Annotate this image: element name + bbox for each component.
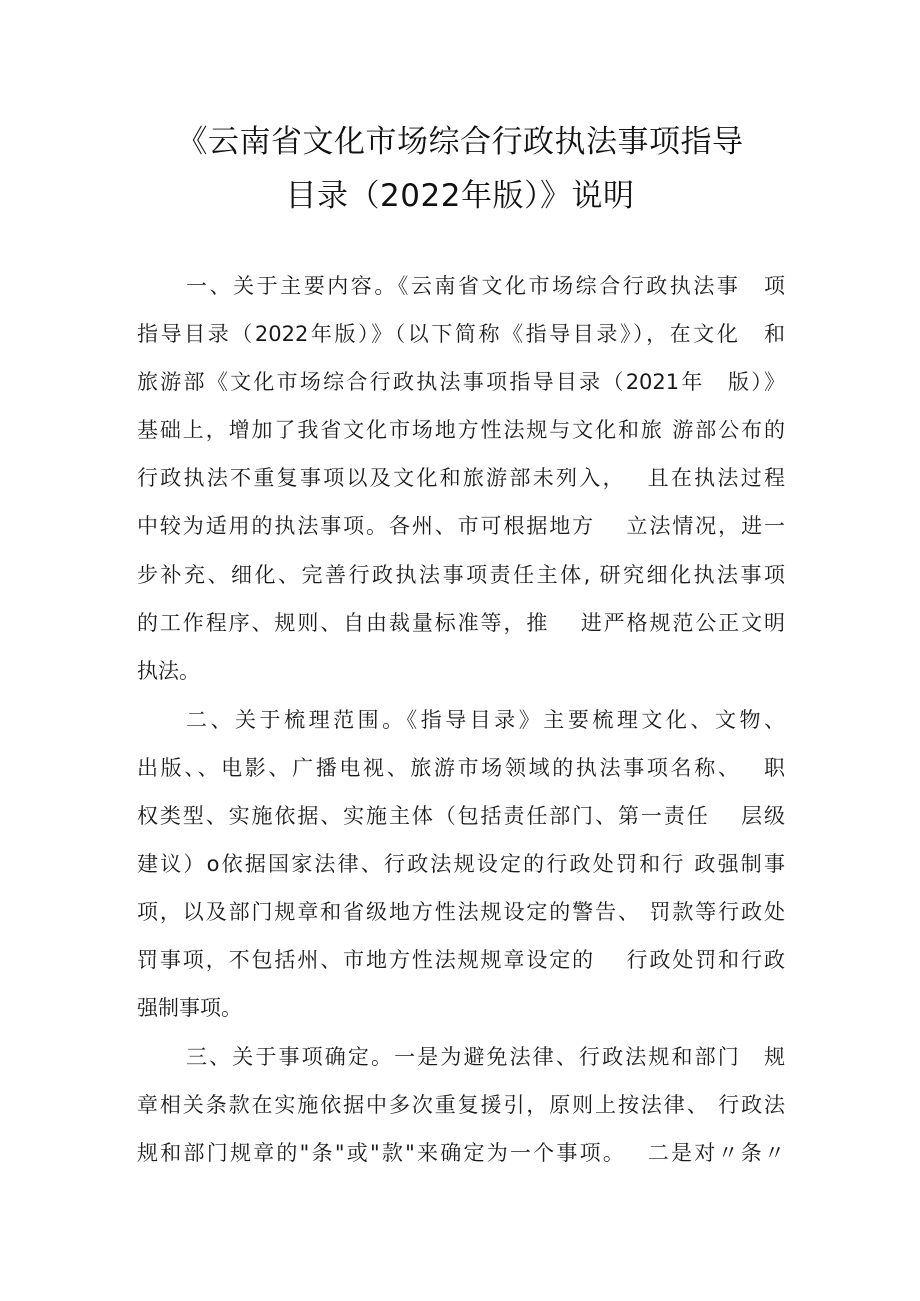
document-title-line-2: 目录（2022年版）》说明 <box>285 178 635 214</box>
body-line: 执法。 <box>137 659 200 683</box>
body-line: 行政执法不重复事项以及文化和旅游部未列入， 且在执法过程 <box>137 466 785 490</box>
body-line: 项，以及部门规章和省级地方性法规设定的警告、 罚款等行政处 <box>137 900 785 924</box>
body-line: 一、关于主要内容。《云南省文化市场综合行政执法事 项 <box>186 274 785 298</box>
body-line: 出版、、电影、广播电视、旅游市场领域的执法事项名称、 职 <box>137 756 785 780</box>
body-line: 建议）o依据国家法律、行政法规设定的行政处罚和行 政强制事 <box>137 852 785 876</box>
body-line: 的工作程序、规则、自由裁量标准等，推 进严格规范公正文明 <box>137 611 785 635</box>
body-line: 中较为适用的执法事项。各州、市可根据地方 立法情况，进一 <box>137 514 785 538</box>
body-line: 二、关于梳理范围。《指导目录》主要梳理文化、文物、 <box>186 708 785 732</box>
body-line: 章相关条款在实施依据中多次重复援引，原则上按法律、 行政法 <box>137 1093 785 1117</box>
body-line: 规和部门规章的"条"或"款"来确定为一个事项。 二是对〃条〃 <box>137 1141 785 1165</box>
body-line: 罚事项，不包括州、市地方性法规规章设定的 行政处罚和行政 <box>137 948 785 972</box>
body-line: 旅游部《文化市场综合行政执法事项指导目录（2021年 版）》 <box>137 370 785 394</box>
body-line: 三、关于事项确定。一是为避免法律、行政法规和部门 规 <box>186 1045 785 1069</box>
document-title-line-1: 《云南省文化市场综合行政执法事项指导 <box>176 124 744 160</box>
body-line: 强制事项。 <box>137 996 242 1020</box>
body-line: 基础上，增加了我省文化市场地方性法规与文化和旅 游部公布的 <box>137 418 785 442</box>
body-line: 指导目录（2022年版）》（以下简称《指导目录》），在文化 和 <box>137 322 785 346</box>
body-line: 权类型、实施依据、实施主体（包括责任部门、第一责任 层级 <box>137 804 785 828</box>
body-line: 步补充、细化、完善行政执法事项责任主体, 研究细化执法事项 <box>137 563 785 587</box>
